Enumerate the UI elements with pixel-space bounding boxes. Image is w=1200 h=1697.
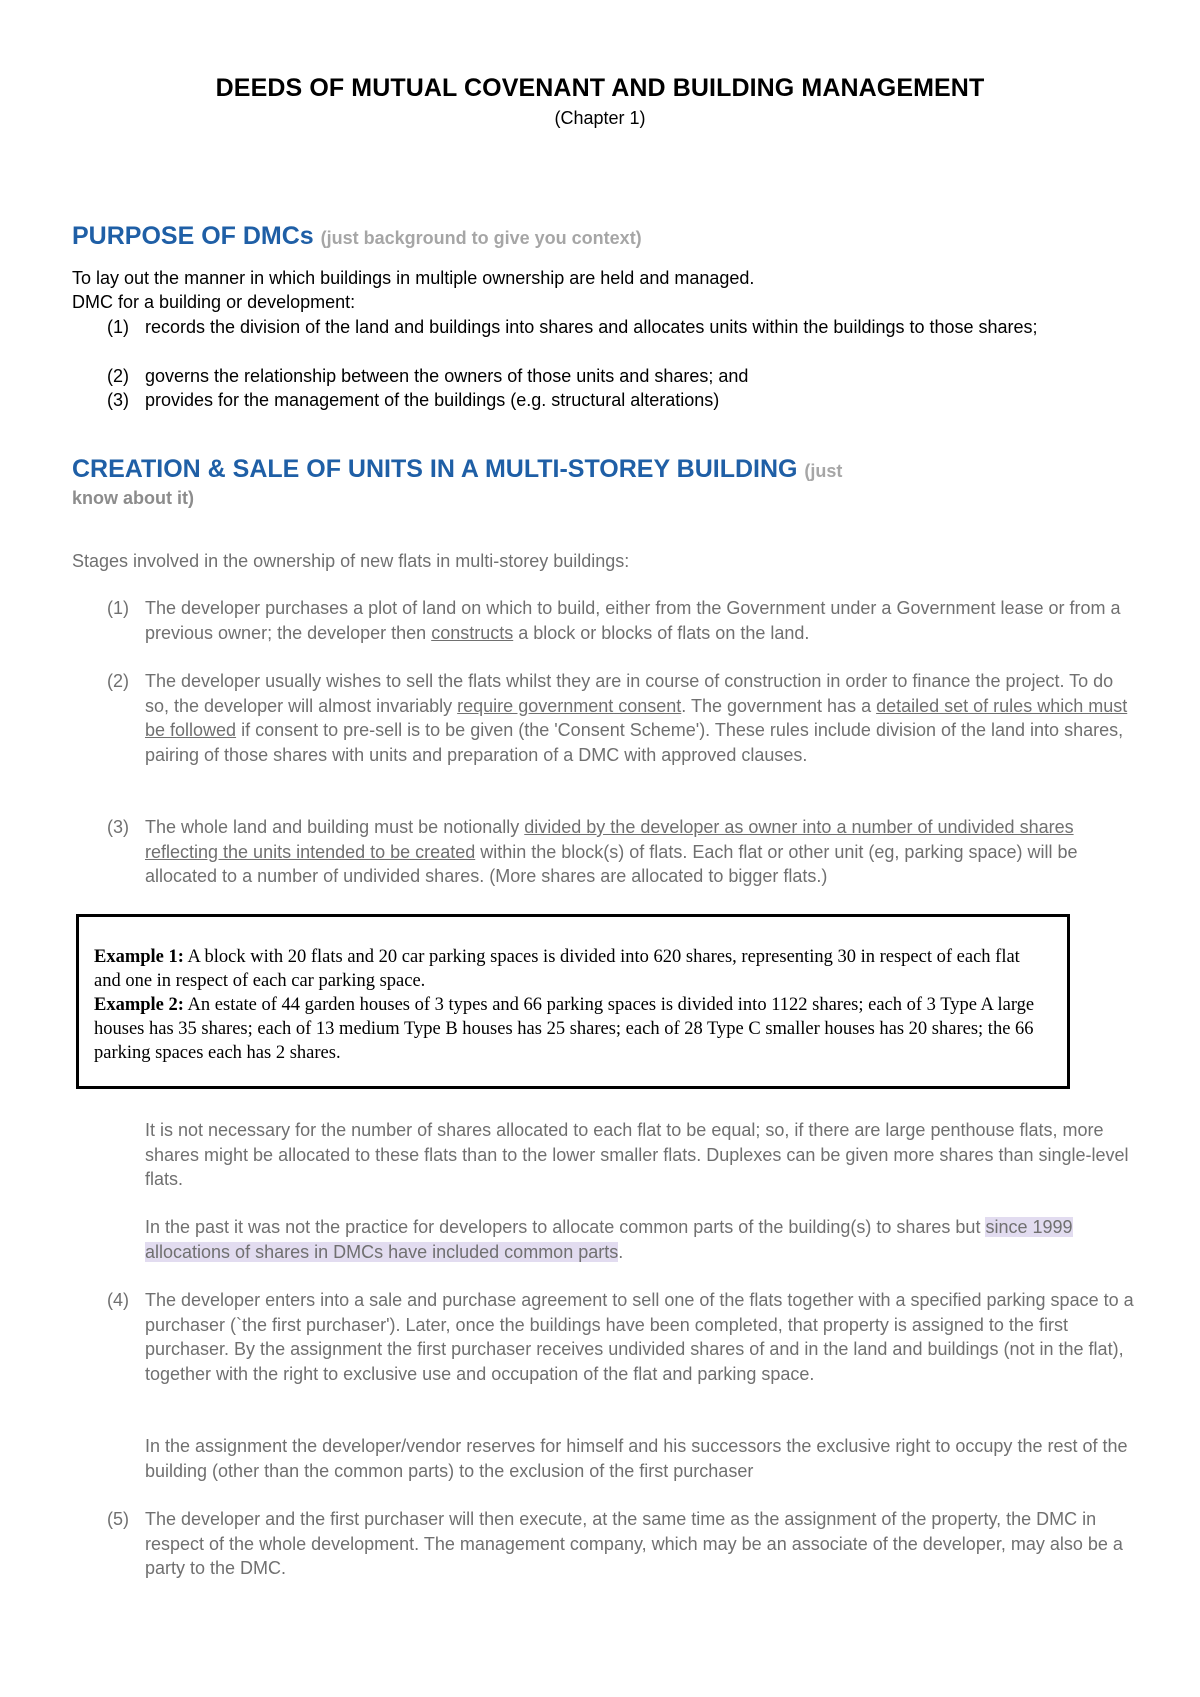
list-text: The developer usually wishes to sell the flats whilst they are in course of construction in order to finance the project. To do so, the developer will almost invariably require government consent. The government has a detailed set of rules which must be followed if consent to pre-sell is to be given (the 'Consent Scheme'). These rules include division of the land into shares, pairing of those shares with units and preparation of a DMC with approved clauses. <box>145 671 1128 765</box>
creation-heading <box>72 455 842 484</box>
list-text: The developer purchases a plot of land on which to build, either from the Government under a Government lease or from a previous owner; the developer then constructs a block or blocks of flats on the land. <box>145 598 1121 643</box>
example-text: A block with 20 flats and 20 car parking spaces is divided into 620 shares, representing 30 in respect of each flat and one in respect of each car parking space. <box>94 947 1020 991</box>
purpose-list-item <box>107 364 1137 389</box>
example-2 <box>94 993 1051 1065</box>
creation-heading-text: CREATION & SALE OF UNITS IN A MULTI-STOREY BUILDING <box>72 455 798 483</box>
list-text: The developer enters into a sale and purchase agreement to sell one of the flats together with a specified parking space to a purchaser (`the first purchaser'). Later, once the buildings have been completed, that property is assigned to the first purchaser. By the assignment the first purchaser receives undivided shares of and in the land and buildings (not in the flat), together with the right to exclusive use and occupation of the flat and parking space. <box>145 1290 1134 1384</box>
purpose-intro-2: DMC for a building or development: <box>72 292 356 312</box>
paragraph: It is not necessary for the number of shares allocated to each flat to be equal; so, if there are large penthouse flats, more shares might be allocated to these flats than to the lower smaller flats. Duplexes can be given more shares than single-level flats. <box>145 1120 1129 1189</box>
purpose-heading <box>72 222 642 251</box>
example-label: Example 2: <box>94 995 184 1015</box>
document-title: DEEDS OF MUTUAL COVENANT AND BUILDING MANAGEMENT <box>215 74 985 102</box>
purpose-heading-note: (just background to give you context) <box>320 228 642 248</box>
list-text: governs the relationship between the owners of those units and shares; and <box>145 366 749 386</box>
list-number: (3) <box>107 817 129 837</box>
stage-item <box>107 1288 1137 1386</box>
list-number: (2) <box>107 366 129 386</box>
list-text: The whole land and building must be notionally divided by the developer as owner into a number of undivided shares reflecting the units intended to be created within the block(s) of flats. Each flat or other unit (eg, parking space) will be allocated to a number of undivided shares. (More shares are allocated to bigger flats.) <box>145 817 1078 886</box>
list-text: provides for the management of the buildings (e.g. structural alterations) <box>145 390 720 410</box>
document-subtitle: (Chapter 1) <box>554 108 646 128</box>
list-number: (2) <box>107 671 129 691</box>
example-1 <box>94 945 1051 993</box>
examples-box <box>76 914 1070 1089</box>
stage-item <box>107 596 1137 645</box>
list-number: (5) <box>107 1509 129 1529</box>
creation-heading-note: (just <box>804 461 843 481</box>
purpose-heading-text: PURPOSE OF DMCs <box>72 222 314 250</box>
list-number: (1) <box>107 598 129 618</box>
highlighted-text: since 1999 allocations of shares in DMCs have included common parts <box>145 1217 1073 1262</box>
example-label: Example 1: <box>94 947 184 967</box>
purpose-list-item <box>107 315 1137 340</box>
list-text: The developer and the first purchaser will then execute, at the same time as the assignment of the property, the DMC in respect of the whole development. The management company, which may be an associate of the developer, may also be a party to the DMC. <box>145 1509 1123 1578</box>
list-number: (3) <box>107 390 129 410</box>
stage-item <box>107 669 1137 767</box>
stage-item <box>107 815 1137 889</box>
purpose-intro-1: To lay out the manner in which buildings in multiple ownership are held and managed. <box>72 268 755 288</box>
example-text: An estate of 44 garden houses of 3 types and 66 parking spaces is divided into 1122 shares; each of 3 Type A large houses has 35 shares; each of 13 medium Type B houses has 25 shares; each of 28 Type C smaller houses has 20 shares; the 66 parking spaces each has 2 shares. <box>94 995 1035 1063</box>
paragraph: In the assignment the developer/vendor reserves for himself and his successors the exclusive right to occupy the rest of the building (other than the common parts) to the exclusion of the first purchaser <box>145 1436 1128 1481</box>
list-text: records the division of the land and buildings into shares and allocates units within the buildings to those shares; <box>145 317 1038 337</box>
purpose-list-item <box>107 388 1137 413</box>
list-number: (1) <box>107 317 129 337</box>
stage-item <box>107 1507 1137 1581</box>
paragraph: In the past it was not the practice for developers to allocate common parts of the building(s) to shares but since 1999 allocations of shares in DMCs have included common parts. <box>145 1217 1073 1262</box>
stages-intro: Stages involved in the ownership of new flats in multi-storey buildings: <box>72 551 630 571</box>
list-number: (4) <box>107 1290 129 1310</box>
creation-heading-note-cont: know about it) <box>72 488 194 508</box>
